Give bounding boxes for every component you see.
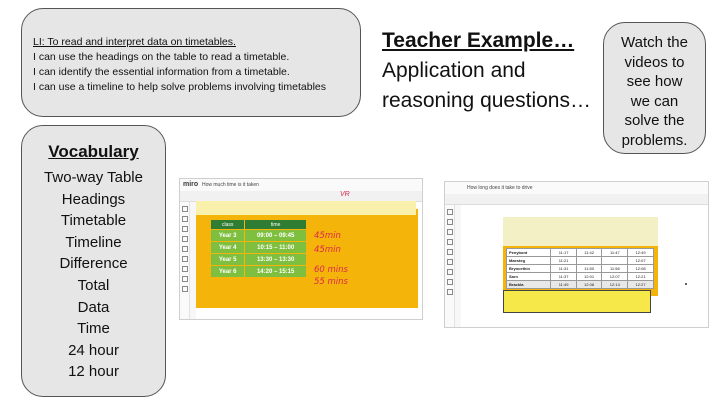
tool-sidebar — [445, 205, 455, 327]
teacher-example-heading — [382, 26, 612, 116]
table-cell: 12:08 — [576, 281, 602, 289]
board-title: How much time is it taken — [202, 182, 259, 188]
teacher-example-subtitle: Application and — [382, 59, 526, 82]
vocabulary-item: Two-way Table — [44, 169, 143, 186]
table-cell: 12:27 — [628, 281, 654, 289]
bus-timetable — [506, 248, 654, 289]
table-row — [211, 242, 307, 254]
handwritten-annotation: 60 mins — [314, 265, 348, 275]
table-cell: 12:08 — [628, 265, 654, 273]
upload-icon[interactable] — [447, 279, 453, 285]
table-cell: Year 3 — [211, 230, 245, 242]
sticky-note-icon[interactable] — [182, 226, 188, 232]
handwritten-annotation: 45min — [314, 231, 341, 241]
table-row — [211, 230, 307, 242]
watch-note-line: see how — [626, 73, 683, 90]
vocabulary-item: Data — [77, 298, 110, 316]
handwritten-annotation: 55 mins — [314, 277, 348, 287]
objective-line: I can use a timeline to help solve problems involving timetables — [33, 81, 326, 93]
objective-line: I can identify the essential information from a timetable. — [33, 66, 290, 78]
table-cell — [602, 257, 628, 265]
pointer-icon[interactable] — [447, 209, 453, 215]
table-cell — [576, 257, 602, 265]
vocabulary-item: Headings — [61, 190, 126, 208]
frame-icon[interactable] — [447, 269, 453, 275]
table-cell: Penybont — [507, 249, 551, 257]
table-cell: 11:56 — [602, 265, 628, 273]
answer-box — [503, 290, 651, 313]
table-cell: 11:49 — [551, 281, 576, 289]
video-1-screenshot[interactable] — [179, 178, 423, 320]
table-cell: Maesteg — [507, 257, 551, 265]
table-cell: 12:07 — [602, 273, 628, 281]
shape-icon[interactable] — [447, 239, 453, 245]
tool-sidebar — [180, 202, 190, 319]
watch-note-line: solve the — [624, 112, 685, 129]
board-title: How long does it take to drive — [467, 185, 533, 191]
video-2-screenshot[interactable] — [444, 181, 709, 328]
upload-icon[interactable] — [182, 276, 188, 282]
vocabulary-item: 12 hour — [68, 363, 119, 381]
table-cell: 10:15 – 11:00 — [245, 242, 307, 254]
handwritten-annotation: VR — [340, 191, 350, 198]
table-row — [211, 254, 307, 266]
shape-icon[interactable] — [182, 236, 188, 242]
learning-objective-box — [21, 8, 361, 117]
table-cell: Year 5 — [211, 254, 245, 266]
pen-icon[interactable] — [182, 246, 188, 252]
more-icon[interactable] — [182, 286, 188, 292]
vocabulary-box — [21, 125, 166, 397]
frame-icon[interactable] — [182, 266, 188, 272]
question-note — [196, 201, 416, 215]
table-cell: 12:49 — [628, 249, 654, 257]
pen-icon[interactable] — [447, 249, 453, 255]
table-header: time — [245, 220, 307, 230]
table-cell: 11:37 — [551, 273, 576, 281]
table-cell: Year 4 — [211, 242, 245, 254]
table-cell: 11:50 — [576, 265, 602, 273]
table-row — [507, 265, 654, 273]
table-cell: 09:00 – 09:45 — [245, 230, 307, 242]
text-icon[interactable] — [447, 219, 453, 225]
table-cell: Year 6 — [211, 266, 245, 278]
watch-note-line: videos to — [624, 53, 685, 71]
handwritten-annotation: 45min — [314, 245, 341, 255]
watch-note-line: Watch the — [621, 34, 688, 51]
table-row — [507, 281, 654, 289]
watch-note-line: we can — [630, 92, 679, 110]
app-logo: miro — [183, 181, 199, 188]
class-timetable — [210, 219, 307, 278]
table-cell: 11:31 — [551, 265, 576, 273]
sticky-note-icon[interactable] — [447, 229, 453, 235]
table-row — [211, 266, 307, 278]
more-icon[interactable] — [447, 289, 453, 295]
question-note — [503, 217, 658, 247]
table-row — [507, 257, 654, 265]
comment-icon[interactable] — [182, 256, 188, 262]
watch-note-box — [603, 22, 706, 154]
board-tool-row — [445, 194, 708, 205]
learning-objective-title: LI: To read and interpret data on timetables. — [33, 36, 236, 48]
vocabulary-item: Timeline — [65, 233, 122, 251]
objective-line: I can use the headings on the table to read a timetable. — [33, 51, 290, 63]
table-cell: 11:42 — [576, 249, 602, 257]
vocabulary-title: Vocabulary — [48, 142, 139, 161]
table-cell: 14:20 – 15:15 — [245, 266, 307, 278]
vocabulary-item: Total — [77, 276, 110, 294]
watch-note-line: problems. — [621, 131, 688, 149]
pointer-icon[interactable] — [182, 206, 188, 212]
table-cell: 12:14 — [602, 281, 628, 289]
table-cell: 12:07 — [628, 257, 654, 265]
table-cell: 11:47 — [602, 249, 628, 257]
table-cell: 11:21 — [551, 257, 576, 265]
table-cell: Brackla — [507, 281, 551, 289]
cursor-dot — [685, 283, 687, 285]
table-cell: Bryncethin — [507, 265, 551, 273]
vocabulary-item: Timetable — [60, 212, 127, 230]
teacher-example-subtitle: reasoning questions… — [382, 89, 591, 112]
text-icon[interactable] — [182, 216, 188, 222]
table-header: class — [211, 220, 245, 230]
table-cell: 12:21 — [628, 273, 654, 281]
table-cell: 12:01 — [576, 273, 602, 281]
vocabulary-item: Time — [77, 320, 110, 338]
vocabulary-item: 24 hour — [68, 341, 119, 359]
table-row — [507, 249, 654, 257]
table-cell: 11:17 — [551, 249, 576, 257]
teacher-example-title: Teacher Example… — [382, 29, 575, 52]
table-cell: 13:30 – 13:30 — [245, 254, 307, 266]
comment-icon[interactable] — [447, 259, 453, 265]
table-cell: Sarn — [507, 273, 551, 281]
vocabulary-item: Difference — [59, 255, 128, 273]
table-row — [507, 273, 654, 281]
